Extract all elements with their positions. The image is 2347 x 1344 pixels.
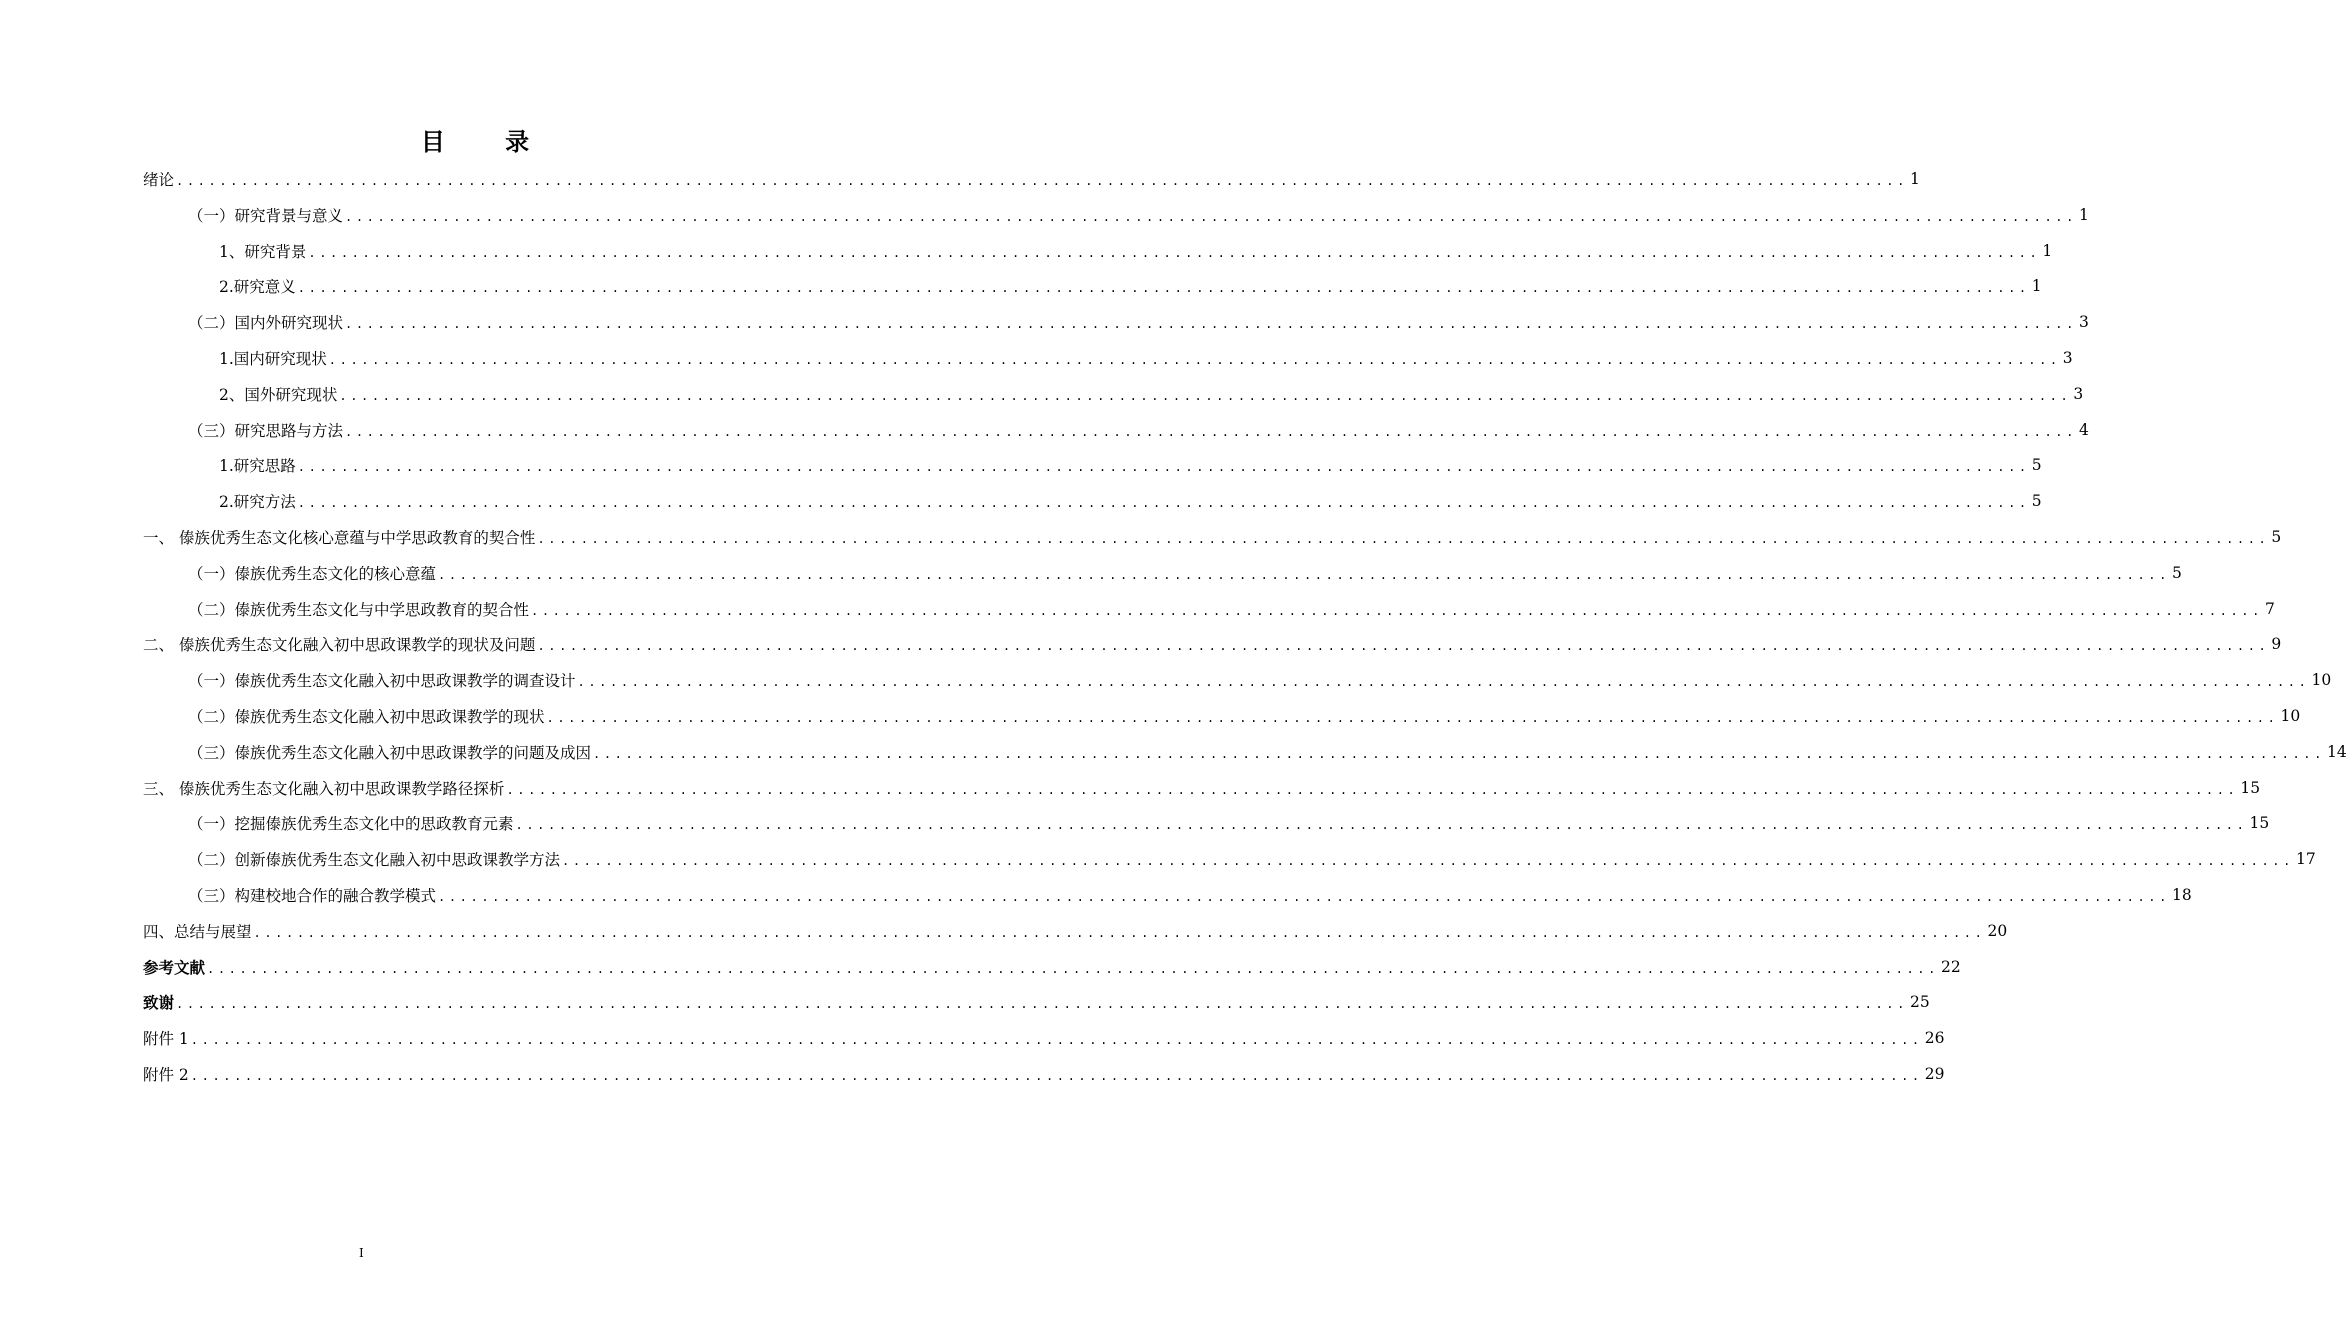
toc-entry-page-number: 5	[2031, 456, 2042, 475]
toc-entry[interactable]	[219, 269, 2042, 303]
toc-entry-label: 1、研究背景	[219, 242, 307, 261]
toc-entry-page-number: 9	[2271, 635, 2282, 654]
toc-entry-page-number: 3	[2073, 384, 2084, 403]
toc-entry[interactable]	[188, 592, 2275, 626]
toc-dot-leader: ................................................................................................................................................................	[438, 890, 2170, 904]
toc-entry-label: （三）构建校地合作的融合教学模式	[188, 887, 437, 905]
toc-dot-leader: ................................................................................................................................................................	[537, 532, 2270, 546]
toc-dot-leader: ................................................................................................................................................................	[308, 245, 2041, 260]
toc-entry-page-number: 17	[2295, 850, 2316, 869]
toc-entry-label: （三）研究思路与方法	[188, 421, 344, 440]
toc-entry-page-number: 15	[2249, 814, 2270, 833]
toc-entry-page-number: 20	[1987, 921, 2008, 940]
toc-entry-label: （二）国内外研究现状	[188, 314, 344, 333]
toc-entry[interactable]	[219, 377, 2084, 411]
toc-dot-leader: ................................................................................................................................................................	[537, 639, 2270, 654]
toc-entry[interactable]	[219, 234, 2053, 268]
toc-entry[interactable]	[143, 771, 2261, 805]
toc-entry[interactable]	[219, 341, 2073, 375]
toc-entry-label: 四、总结与展望	[143, 922, 252, 941]
toc-dot-leader: ................................................................................................................................................................	[339, 388, 2072, 403]
toc-dot-leader: ................................................................................................................................................................	[207, 961, 1939, 976]
toc-entry[interactable]	[188, 735, 2347, 769]
toc-entry-page-number: 1	[2078, 205, 2089, 224]
toc-dot-leader: ................................................................................................................................................................	[176, 997, 1908, 1012]
toc-entry-label: 1.国内研究现状	[219, 350, 327, 368]
footer-page-number: I	[359, 1246, 364, 1260]
toc-dot-leader: ................................................................................................................................................................	[515, 818, 2248, 833]
toc-entry-page-number: 25	[1909, 993, 1930, 1012]
toc-dot-leader: ................................................................................................................................................................	[562, 854, 2294, 869]
toc-entry-label: 参考文献	[143, 958, 206, 977]
toc-dot-leader: ................................................................................................................................................................	[345, 209, 2077, 224]
toc-dot-leader: ................................................................................................................................................................	[190, 1069, 1923, 1083]
toc-entry[interactable]	[188, 556, 2182, 590]
toc-entry[interactable]	[188, 198, 2089, 232]
toc-entry-page-number: 29	[1924, 1065, 1945, 1083]
toc-entry-label: 致谢	[143, 994, 175, 1013]
toc-entry-page-number: 1	[2031, 277, 2042, 296]
toc-dot-leader: ................................................................................................................................................................	[593, 746, 2325, 761]
toc-dot-leader: ................................................................................................................................................................	[345, 424, 2077, 439]
toc-entry-page-number: 1	[1909, 170, 1920, 188]
toc-dot-leader: ................................................................................................................................................................	[345, 317, 2077, 332]
toc-entry-label: 2.研究意义	[219, 278, 296, 297]
toc-entry-label: （二）傣族优秀生态文化融入初中思政课教学的现状	[188, 708, 545, 726]
toc-dot-leader: ................................................................................................................................................................	[176, 174, 1908, 188]
toc-entry-page-number: 18	[2171, 886, 2192, 904]
toc-entry-page-number: 7	[2264, 599, 2275, 618]
toc-entry-label: 1.研究思路	[219, 457, 296, 476]
toc-entry-label: （一）挖掘傣族优秀生态文化中的思政教育元素	[188, 815, 514, 834]
toc-dot-leader: ................................................................................................................................................................	[297, 460, 2030, 475]
toc-entry-page-number: 3	[2062, 349, 2073, 367]
toc-entry[interactable]	[188, 699, 2301, 733]
toc-dot-leader: ................................................................................................................................................................	[297, 281, 2030, 296]
toc-entry[interactable]	[219, 484, 2042, 518]
toc-entry-label: 2、国外研究现状	[219, 385, 338, 404]
toc-entry-label: （一）傣族优秀生态文化的核心意蕴	[188, 564, 437, 583]
toc-entry[interactable]	[188, 305, 2089, 339]
page-title: 目 录	[420, 128, 556, 156]
toc-entry-page-number: 26	[1924, 1029, 1945, 1048]
toc-entry-label: 绪论	[143, 171, 175, 189]
toc-dot-leader: ................................................................................................................................................................	[328, 353, 2061, 367]
toc-entry-page-number: 15	[2240, 778, 2261, 797]
toc-entry-page-number: 1	[2042, 241, 2053, 260]
toc-entry[interactable]	[188, 842, 2316, 876]
toc-entry-label: 三、 傣族优秀生态文化融入初中思政课教学路径探析	[143, 779, 505, 798]
toc-entry-page-number: 3	[2078, 313, 2089, 332]
toc-entry-label: 附件 1	[143, 1030, 189, 1049]
toc-entry[interactable]	[143, 914, 2008, 948]
toc-entry-page-number: 10	[2311, 671, 2332, 690]
toc-entry-label: （二）创新傣族优秀生态文化融入初中思政课教学方法	[188, 851, 561, 870]
toc-entry-label: （一）傣族优秀生态文化融入初中思政课教学的调查设计	[188, 672, 576, 691]
toc-entry-label: （二）傣族优秀生态文化与中学思政教育的契合性	[188, 600, 530, 619]
toc-entry-label: 二、 傣族优秀生态文化融入初中思政课教学的现状及问题	[143, 636, 536, 655]
toc-dot-leader: ................................................................................................................................................................	[577, 675, 2310, 690]
toc-dot-leader: ................................................................................................................................................................	[546, 711, 2279, 725]
toc-dot-leader: ................................................................................................................................................................	[190, 1033, 1923, 1048]
toc-entry-page-number: 5	[2031, 492, 2042, 511]
toc-entry[interactable]	[143, 1021, 1945, 1055]
toc-entry[interactable]	[188, 413, 2089, 447]
toc-entry[interactable]	[188, 663, 2332, 697]
toc-entry[interactable]	[188, 806, 2270, 840]
toc-entry[interactable]	[143, 520, 2282, 554]
toc-entry-label: 2.研究方法	[219, 493, 296, 512]
toc-dot-leader: ................................................................................................................................................................	[297, 496, 2030, 511]
toc-entry-page-number: 14	[2326, 742, 2347, 761]
toc-entry-label: 附件 2	[143, 1066, 189, 1084]
toc-entry[interactable]	[143, 162, 1920, 196]
toc-entry[interactable]	[143, 627, 2282, 661]
toc-entry-page-number: 22	[1940, 957, 1961, 976]
toc-entry[interactable]	[219, 448, 2042, 482]
toc-entry-page-number: 4	[2078, 420, 2089, 439]
toc-entry[interactable]	[143, 985, 1930, 1019]
toc-dot-leader: ................................................................................................................................................................	[438, 567, 2170, 582]
toc-entry-page-number: 10	[2280, 707, 2301, 725]
toc-dot-leader: ................................................................................................................................................................	[253, 925, 1986, 940]
toc-dot-leader: ................................................................................................................................................................	[531, 603, 2263, 618]
toc-entry-page-number: 5	[2171, 563, 2182, 582]
toc-dot-leader: ................................................................................................................................................................	[506, 782, 2239, 797]
toc-entry-label: （一）研究背景与意义	[188, 206, 344, 225]
toc-entry[interactable]	[143, 950, 1961, 984]
toc-entry[interactable]	[188, 878, 2192, 912]
toc-entry-page-number: 5	[2271, 528, 2282, 546]
toc-entry-label: 一、 傣族优秀生态文化核心意蕴与中学思政教育的契合性	[143, 529, 536, 547]
toc-entry[interactable]	[143, 1057, 1945, 1091]
toc-entry-label: （三）傣族优秀生态文化融入初中思政课教学的问题及成因	[188, 743, 592, 762]
